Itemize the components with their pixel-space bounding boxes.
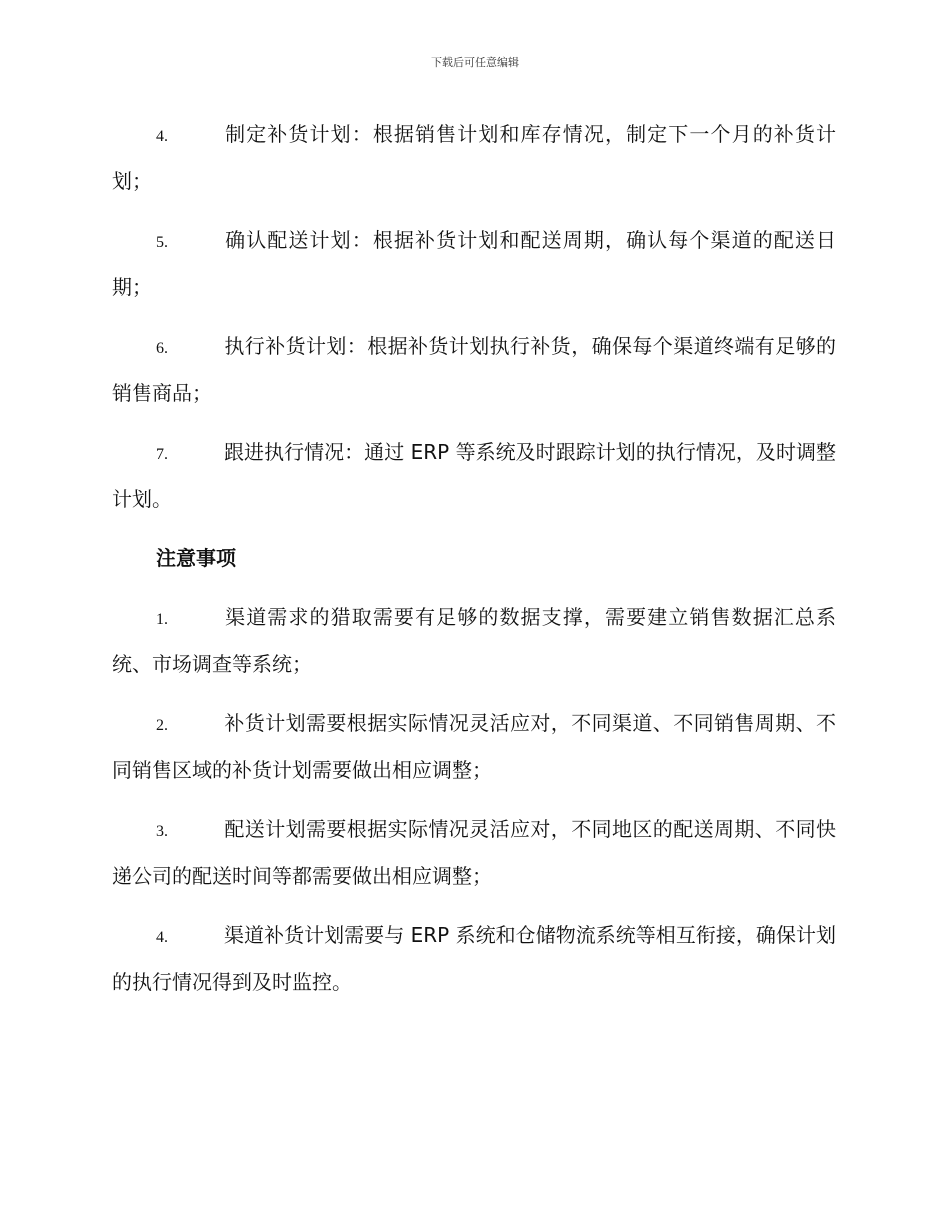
step-number: 5. bbox=[156, 234, 168, 251]
step-number: 7. bbox=[156, 446, 168, 463]
note-item bbox=[112, 701, 836, 792]
step-item bbox=[112, 430, 836, 521]
step-text: 制定补货计划：根据销售计划和库存情况，制定下一个月的补货计划； bbox=[112, 122, 836, 193]
note-number: 3. bbox=[156, 823, 168, 840]
note-item bbox=[112, 913, 836, 1004]
page-header: 下载后可任意编辑 bbox=[431, 56, 519, 69]
note-text: 渠道补货计划需要与 ERP 系统和仓储物流系统等相互衔接，确保计划的执行情况得到及时监控。 bbox=[112, 923, 836, 994]
note-number: 1. bbox=[156, 611, 168, 628]
step-text: 执行补货计划：根据补货计划执行补货，确保每个渠道终端有足够的销售商品； bbox=[112, 334, 836, 405]
document-body bbox=[112, 112, 836, 1019]
note-item bbox=[112, 595, 836, 686]
note-text: 渠道需求的猎取需要有足够的数据支撑，需要建立销售数据汇总系统、市场调查等系统； bbox=[112, 605, 836, 676]
step-text: 确认配送计划：根据补货计划和配送周期，确认每个渠道的配送日期； bbox=[112, 228, 836, 299]
note-text: 配送计划需要根据实际情况灵活应对，不同地区的配送周期、不同快递公司的配送时间等都需要做出相应调整； bbox=[112, 817, 836, 888]
note-item bbox=[112, 807, 836, 898]
note-text: 补货计划需要根据实际情况灵活应对，不同渠道、不同销售周期、不同销售区域的补货计划需要做出相应调整； bbox=[112, 711, 836, 782]
step-item bbox=[112, 324, 836, 415]
step-text: 跟进执行情况：通过 ERP 等系统及时跟踪计划的执行情况，及时调整计划。 bbox=[112, 440, 836, 511]
step-item bbox=[112, 112, 836, 203]
note-number: 2. bbox=[156, 717, 168, 734]
step-number: 4. bbox=[156, 128, 168, 145]
notes-section-title: 注意事项 bbox=[156, 546, 236, 570]
step-item bbox=[112, 218, 836, 309]
note-number: 4. bbox=[156, 929, 168, 946]
step-number: 6. bbox=[156, 340, 168, 357]
